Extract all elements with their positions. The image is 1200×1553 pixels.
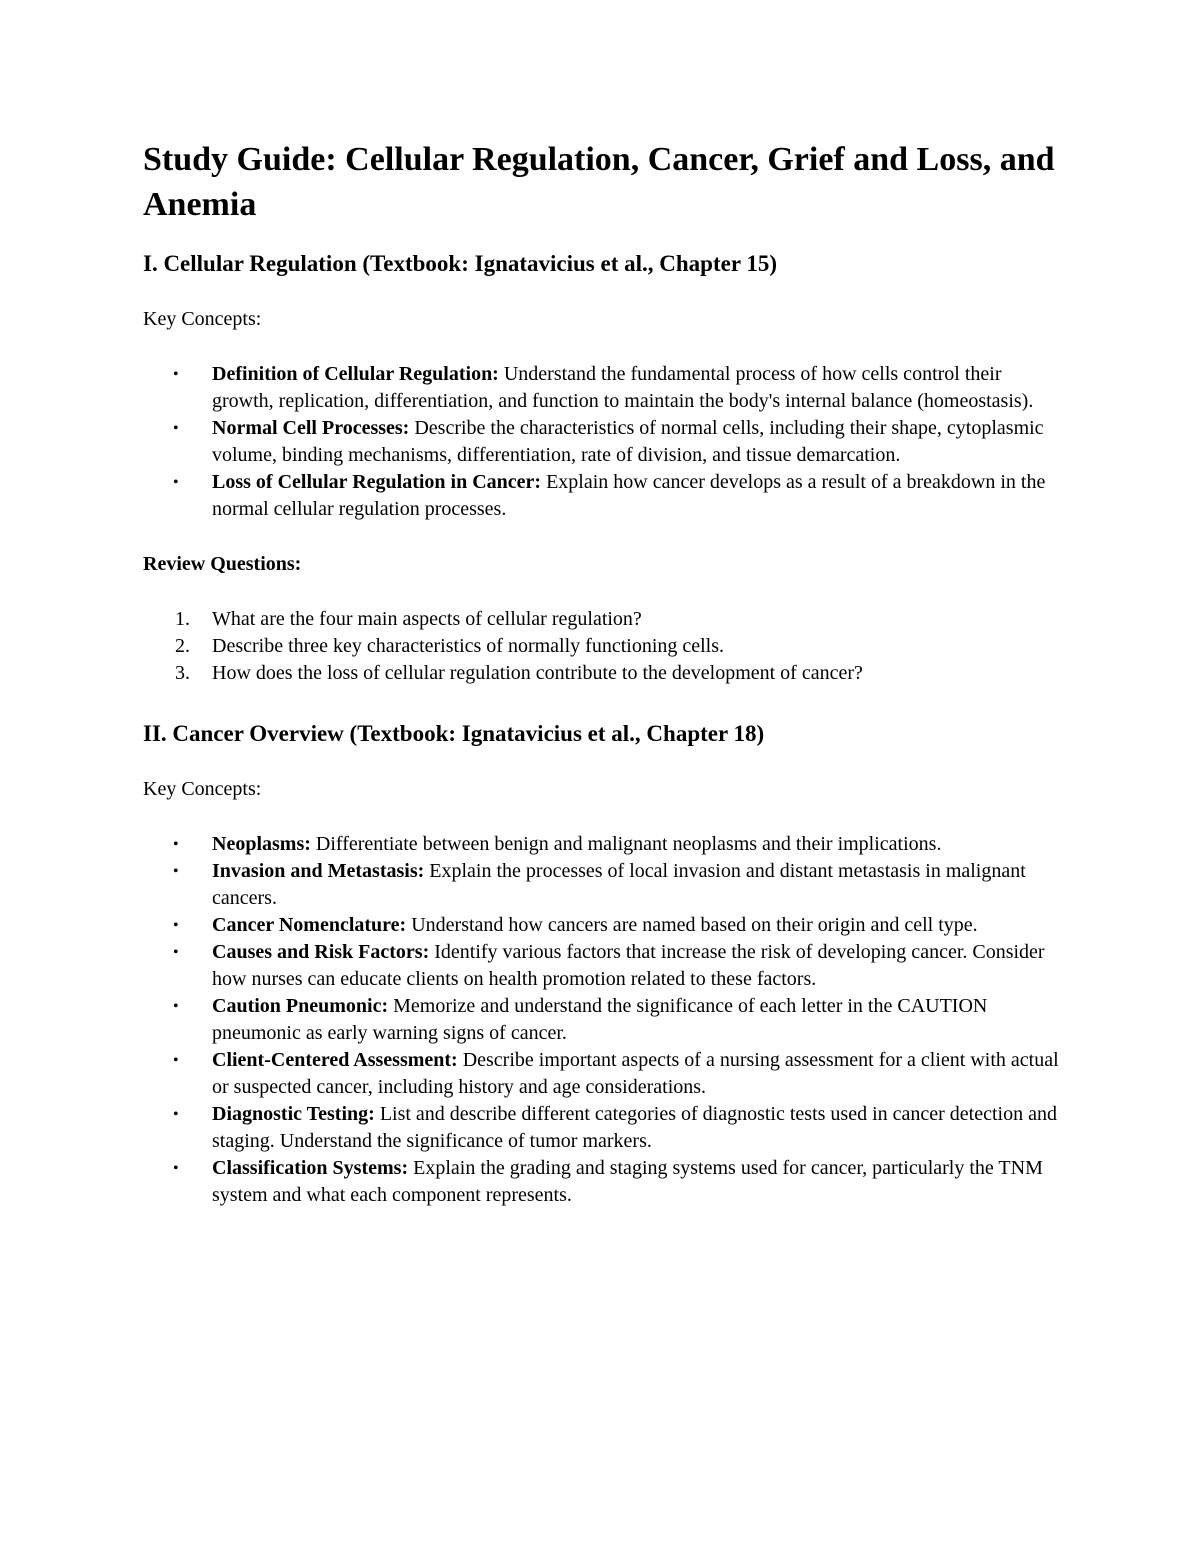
concept-text: Describe the characteristics of normal cells, including their shape, cytoplasmic volume, binding mechanisms, differentiation, rate of division, and tissue demarcation. <box>212 417 1044 466</box>
key-concepts-list <box>143 361 1063 523</box>
concept-term: Causes and Risk Factors: <box>212 941 430 963</box>
list-item <box>143 912 1063 939</box>
list-item <box>143 858 1063 912</box>
list-item <box>143 606 1063 633</box>
question-text: What are the four main aspects of cellular regulation? <box>212 608 642 630</box>
concept-text: Memorize and understand the significance of each letter in the CAUTION pneumonic as early warning signs of cancer. <box>212 995 988 1044</box>
list-item <box>143 361 1063 415</box>
list-item <box>143 660 1063 687</box>
key-concepts-label: Key Concepts: <box>143 778 262 800</box>
bullet-icon: • <box>173 917 179 934</box>
question-number: 1. <box>175 608 190 630</box>
concept-term: Classification Systems: <box>212 1157 409 1179</box>
review-questions-label: Review Questions: <box>143 553 302 575</box>
question-text: Describe three key characteristics of normally functioning cells. <box>212 635 725 657</box>
concept-text: Describe important aspects of a nursing assessment for a client with actual or suspected cancer, including history and age considerations. <box>212 1049 1059 1098</box>
concept-term: Caution Pneumonic: <box>212 995 389 1017</box>
bullet-icon: • <box>173 474 179 491</box>
concept-term: Neoplasms: <box>212 833 311 855</box>
bullet-icon: • <box>173 1106 179 1123</box>
concept-text: Differentiate between benign and malignant neoplasms and their implications. <box>315 833 942 855</box>
key-concepts-label: Key Concepts: <box>143 308 262 330</box>
concept-term: Diagnostic Testing: <box>212 1103 375 1125</box>
list-item <box>143 633 1063 660</box>
bullet-icon: • <box>173 836 179 853</box>
concept-term: Client-Centered Assessment: <box>212 1049 458 1071</box>
concept-term: Definition of Cellular Regulation: <box>212 363 499 385</box>
review-questions-list <box>143 606 1063 687</box>
bullet-icon: • <box>173 420 179 437</box>
question-number: 2. <box>175 635 190 657</box>
bullet-icon: • <box>173 1052 179 1069</box>
concept-text: Explain the processes of local invasion and distant metastasis in malignant cancers. <box>212 860 1026 909</box>
concept-text: Understand how cancers are named based on their origin and cell type. <box>411 914 978 936</box>
key-concepts-list <box>143 831 1063 1209</box>
bullet-icon: • <box>173 863 179 880</box>
question-text: How does the loss of cellular regulation contribute to the development of cancer? <box>212 662 863 684</box>
bullet-icon: • <box>173 998 179 1015</box>
bullet-icon: • <box>173 944 179 961</box>
list-item <box>143 831 1063 858</box>
list-item <box>143 415 1063 469</box>
concept-text: Identify various factors that increase the risk of developing cancer. Consider how nurses can educate clients on health promotion related to these factors. <box>212 941 1045 990</box>
section-heading-cancer-overview: II. Cancer Overview (Textbook: Ignatavicius et al., Chapter 18) <box>143 721 765 746</box>
concept-term: Normal Cell Processes: <box>212 417 410 439</box>
question-number: 3. <box>175 662 190 684</box>
list-item <box>143 1155 1063 1209</box>
list-item <box>143 469 1063 523</box>
list-item <box>143 939 1063 993</box>
concept-text: Understand the fundamental process of how cells control their growth, replication, differentiation, and function to maintain the body's internal balance (homeostasis). <box>212 363 1034 412</box>
section-heading-cellular-regulation: I. Cellular Regulation (Textbook: Ignatavicius et al., Chapter 15) <box>143 251 778 276</box>
list-item <box>143 993 1063 1047</box>
concept-term: Loss of Cellular Regulation in Cancer: <box>212 471 542 493</box>
bullet-icon: • <box>173 1160 179 1177</box>
concept-term: Invasion and Metastasis: <box>212 860 425 882</box>
list-item <box>143 1047 1063 1101</box>
concept-text: Explain how cancer develops as a result of a breakdown in the normal cellular regulation processes. <box>212 471 1046 520</box>
document-page <box>143 137 1063 1209</box>
list-item <box>143 1101 1063 1155</box>
bullet-icon: • <box>173 366 179 383</box>
concept-text: List and describe different categories of diagnostic tests used in cancer detection and staging. Understand the significance of tumor markers. <box>212 1103 1057 1152</box>
concept-text: Explain the grading and staging systems used for cancer, particularly the TNM system and what each component represents. <box>212 1157 1043 1206</box>
document-title: Study Guide: Cellular Regulation, Cancer, Grief and Loss, and Anemia <box>143 141 1055 223</box>
concept-term: Cancer Nomenclature: <box>212 914 407 936</box>
